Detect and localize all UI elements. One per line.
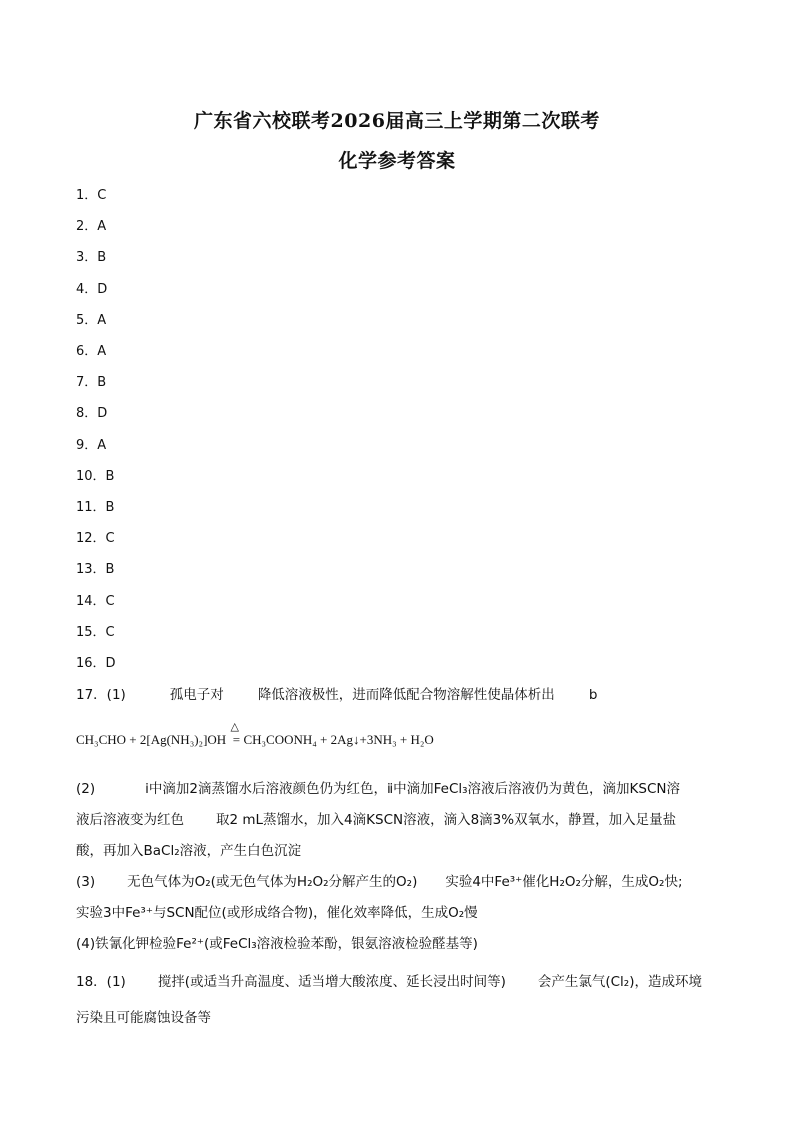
q17-part2-line2: [76, 811, 676, 829]
answer-item: 4．D: [76, 282, 108, 297]
q17-part1: [76, 686, 597, 704]
answer-item: 13．B: [76, 562, 115, 577]
answer-item: 1．C: [76, 188, 107, 203]
answer-item: 15．C: [76, 625, 115, 640]
heat-symbol: △: [230, 721, 239, 733]
equation-arrow: △ =: [229, 731, 243, 749]
answer-item: 2．A: [76, 219, 107, 234]
answer-item: 16．D: [76, 656, 116, 671]
q18-part1-answer-a: 搅拌(或适当升高温度、适当增大酸浓度、延长浸出时间等): [157, 974, 506, 990]
q17-part1-number: 17．(1): [76, 687, 126, 703]
q17-part3-number: (3): [76, 874, 96, 890]
answer-item: 7．B: [76, 375, 107, 390]
page-subtitle: 化学参考答案: [338, 150, 456, 172]
q17-part3-answer-a: 无色气体为O₂(或无色气体为H₂O₂分解产生的O₂): [127, 874, 418, 890]
equation-right: CH₃COONH₄ + 2Ag↓+3NH₃ + H₂O: [243, 732, 434, 747]
q17-part2-number: (2): [76, 781, 96, 797]
q17-part1-answer-b: 降低溶液极性，进而降低配合物溶解性使晶体析出: [257, 687, 555, 703]
q17-part2-text-c: 酸，再加入BaCl₂溶液，产生白色沉淀: [76, 843, 302, 859]
q17-part4-text: (4)铁氰化钾检验Fe²⁺(或FeCl₃溶液检验苯酚，银氨溶液检验醛基等): [76, 936, 478, 952]
answer-item: 10．B: [76, 469, 115, 484]
answer-item: 11．B: [76, 500, 115, 515]
q17-part3-answer-b: 实验4中Fe³⁺催化H₂O₂分解，生成O₂快;: [445, 874, 683, 890]
answer-item: 8．D: [76, 406, 108, 421]
q17-part2-line3: [76, 842, 301, 860]
page-title: 广东省六校联考2026届高三上学期第二次联考: [194, 110, 600, 132]
q17-part2-line1: [76, 780, 680, 798]
q17-part2-text-a: 液后溶液变为红色: [76, 812, 184, 828]
q17-part3-line1: [76, 873, 683, 891]
q17-part2-text-b: 取2 mL蒸馏水，加入4滴KSCN溶液，滴入8滴3%双氧水，静置，加入足量盐: [216, 812, 677, 828]
q18-part1-line1: [76, 973, 702, 991]
answer-item: 12．C: [76, 531, 115, 546]
q17-part1-answer-a: 孤电子对: [169, 687, 224, 703]
q17-part4: [76, 935, 478, 953]
q17-part1-answer-c: b: [588, 687, 598, 703]
equation-left: CH₃CHO + 2[Ag(NH₃)₂]OH: [76, 732, 227, 747]
q18-part1-text: 污染且可能腐蚀设备等: [76, 1010, 211, 1026]
answer-item: 3．B: [76, 250, 107, 265]
answer-item: 9．A: [76, 438, 107, 453]
q17-part3-line2: [76, 904, 478, 922]
answer-item: 14．C: [76, 594, 115, 609]
q17-part3-text: 实验3中Fe³⁺与SCN配位(或形成络合物)，催化效率降低，生成O₂慢: [76, 905, 478, 921]
q17-part2-text: ⅰ中滴加2滴蒸馏水后溶液颜色仍为红色，ⅱ中滴加FeCl₃溶液后溶液仍为黄色，滴加KSCN溶: [145, 781, 681, 797]
answer-item: 6．A: [76, 344, 107, 359]
q18-part1-line2: [76, 1009, 211, 1027]
q17-equation: [76, 721, 434, 749]
answer-item: 5．A: [76, 313, 107, 328]
q18-part1-number: 18．(1): [76, 974, 126, 990]
q18-part1-answer-b: 会产生氯气(Cl₂)，造成环境: [537, 974, 702, 990]
